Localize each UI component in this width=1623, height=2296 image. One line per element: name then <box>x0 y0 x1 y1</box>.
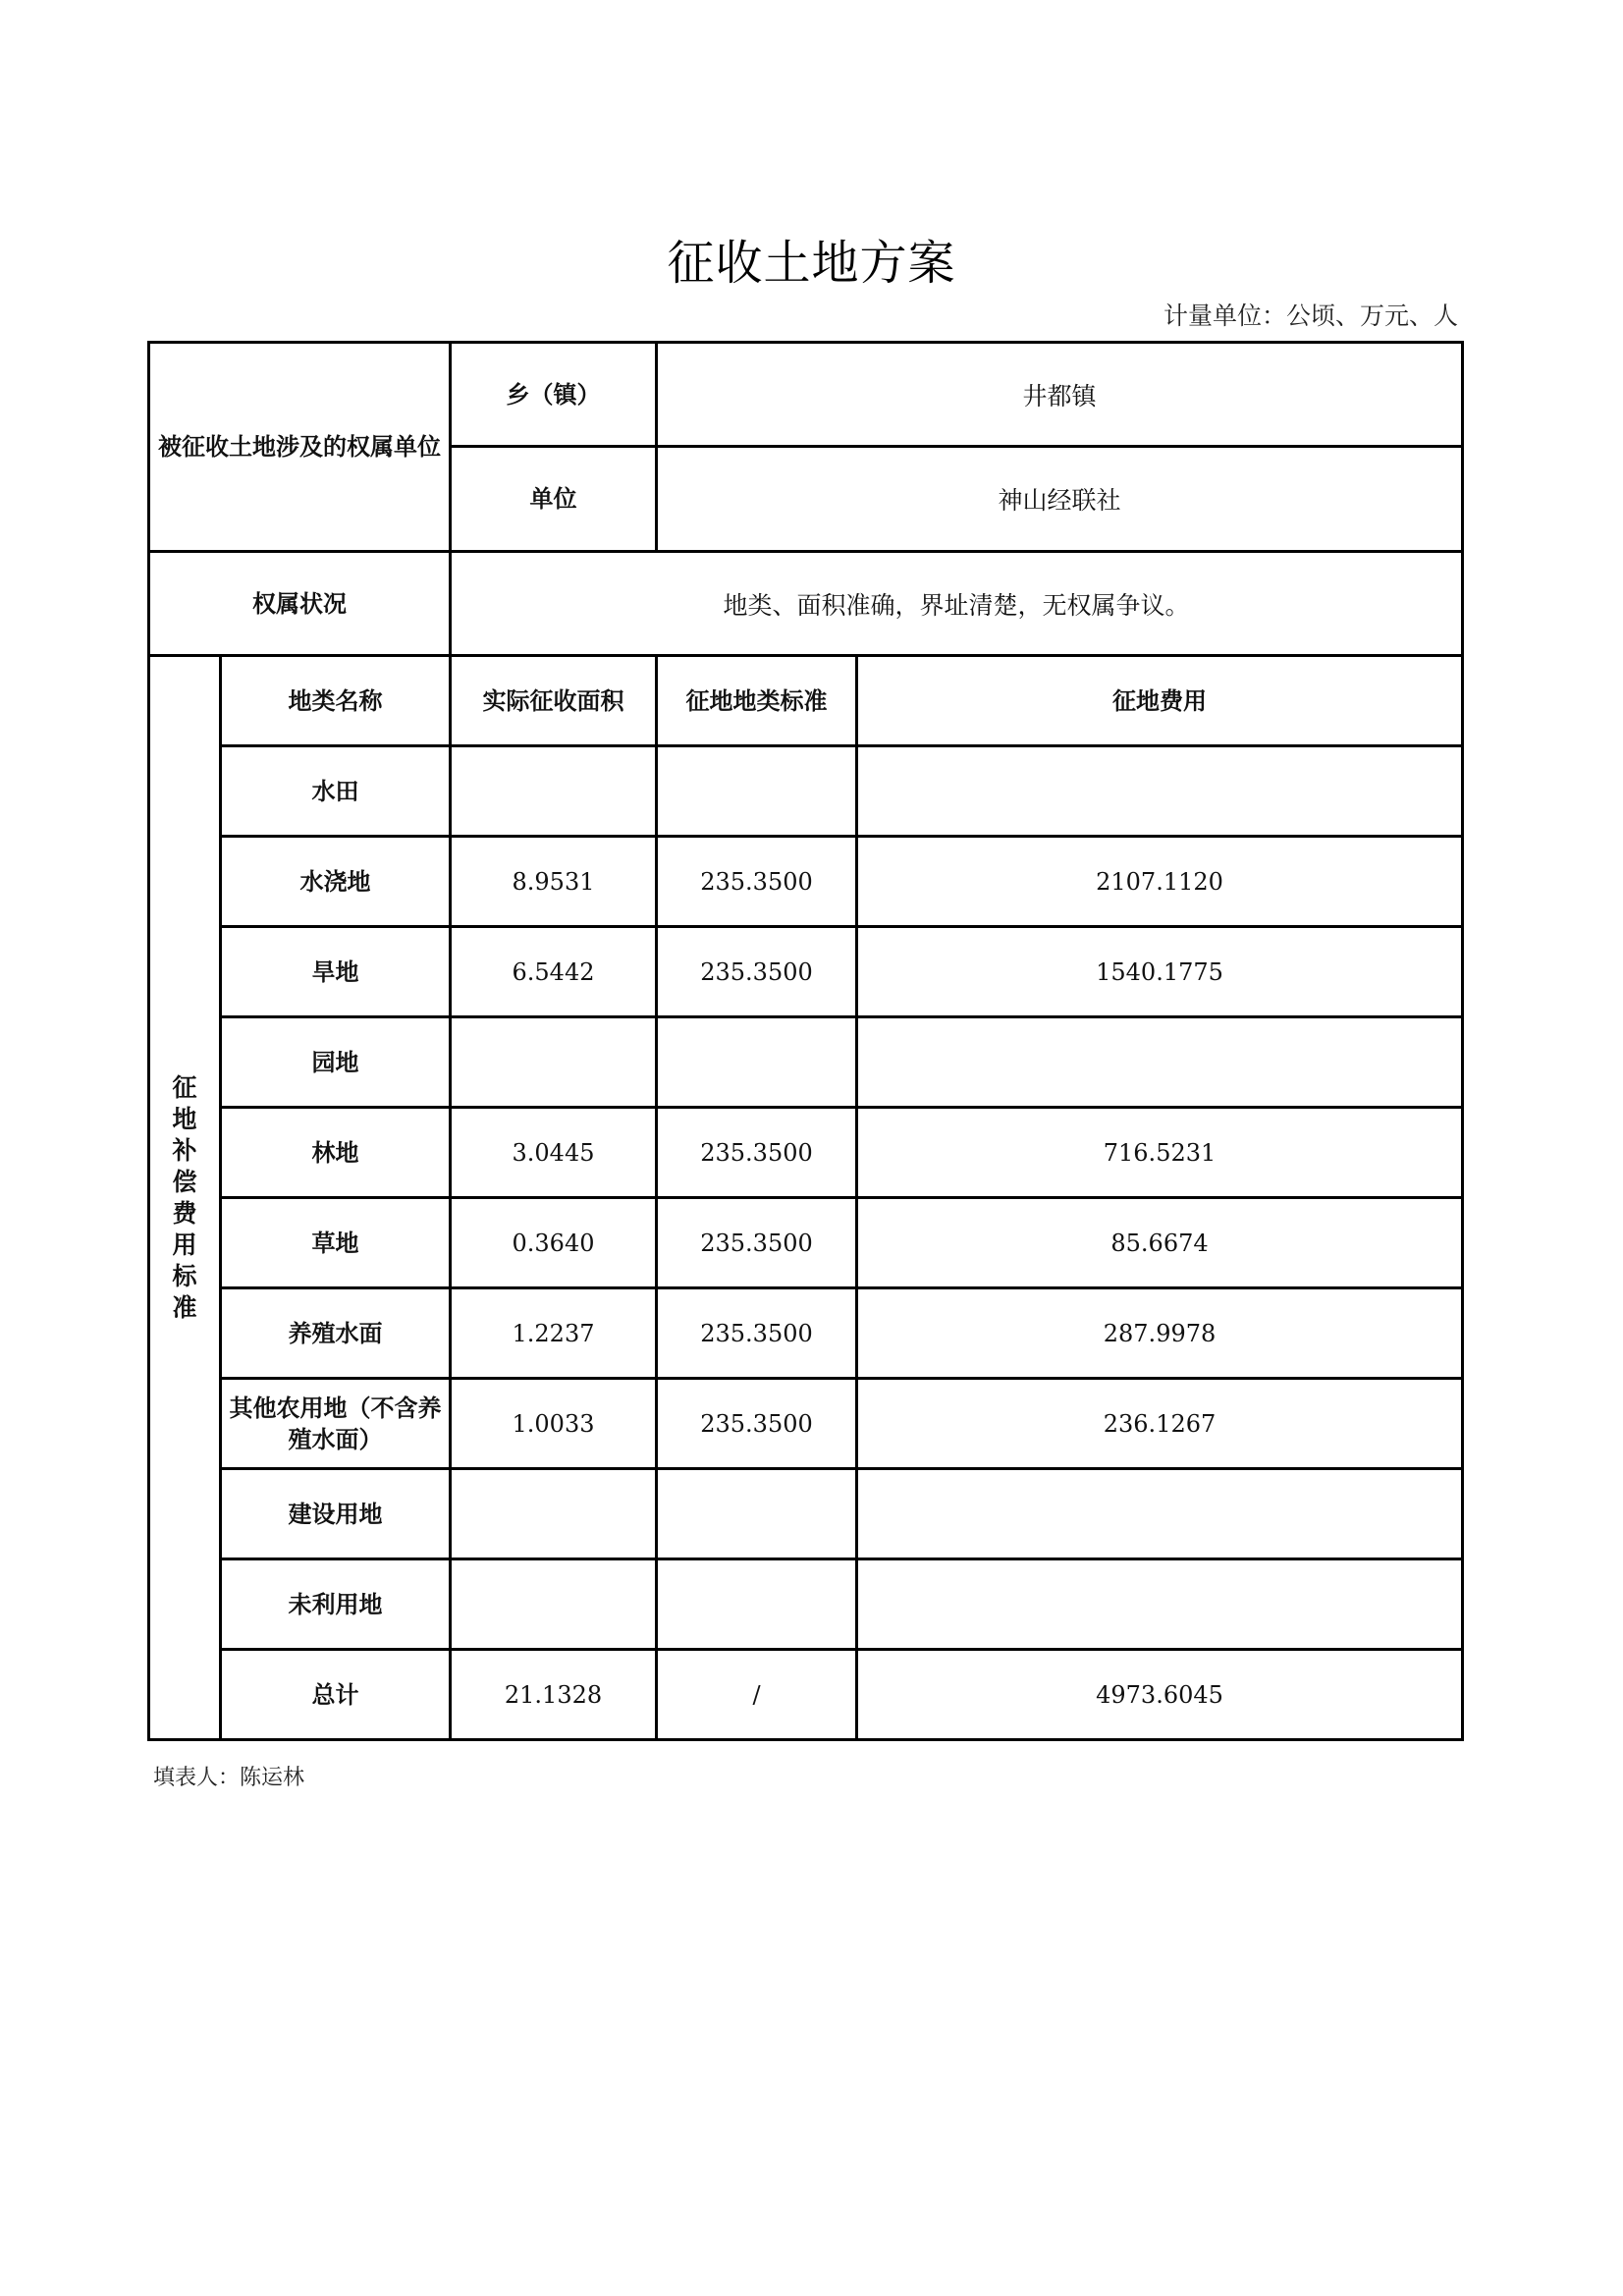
land-type-name: 草地 <box>221 1198 451 1288</box>
column-header-land-type: 地类名称 <box>221 656 451 746</box>
unit-note: 计量单位：公顷、万元、人 <box>1163 301 1458 330</box>
compensation-section-cell <box>149 656 221 1740</box>
land-type-name: 园地 <box>221 1017 451 1108</box>
cost-value <box>857 746 1463 837</box>
land-type-name: 水浇地 <box>221 837 451 927</box>
table-row <box>149 927 1463 1017</box>
land-type-name: 林地 <box>221 1108 451 1198</box>
table-row <box>149 1108 1463 1198</box>
table-row <box>149 1469 1463 1559</box>
cost-value: 716.5231 <box>857 1108 1463 1198</box>
table-row <box>149 1379 1463 1469</box>
cost-value <box>857 1559 1463 1650</box>
standard-value <box>657 1017 857 1108</box>
land-type-name: 水田 <box>221 746 451 837</box>
land-type-name: 未利用地 <box>221 1559 451 1650</box>
preparer-note: 填表人：陈运林 <box>153 1766 305 1790</box>
area-value <box>451 1559 657 1650</box>
area-value: 3.0445 <box>451 1108 657 1198</box>
standard-value: 235.3500 <box>657 1108 857 1198</box>
land-type-name: 旱地 <box>221 927 451 1017</box>
table-row <box>149 1017 1463 1108</box>
total-area-value: 21.1328 <box>451 1650 657 1740</box>
standard-value <box>657 1559 857 1650</box>
area-value <box>451 1017 657 1108</box>
land-type-name: 其他农用地（不含养殖水面） <box>221 1379 451 1469</box>
area-value: 0.3640 <box>451 1198 657 1288</box>
cost-value: 287.9978 <box>857 1288 1463 1379</box>
compensation-section-label: 征地补偿费用标准 <box>172 1072 197 1322</box>
unit-value: 神山经联社 <box>657 447 1463 552</box>
table-row <box>149 1288 1463 1379</box>
table-row <box>149 837 1463 927</box>
standard-value <box>657 1469 857 1559</box>
table-header-row <box>149 656 1463 746</box>
column-header-cost: 征地费用 <box>857 656 1463 746</box>
land-type-name: 养殖水面 <box>221 1288 451 1379</box>
unit-label: 单位 <box>451 447 657 552</box>
cost-value <box>857 1017 1463 1108</box>
standard-value: 235.3500 <box>657 1198 857 1288</box>
standard-value: 235.3500 <box>657 837 857 927</box>
cost-value <box>857 1469 1463 1559</box>
area-value: 1.0033 <box>451 1379 657 1469</box>
standard-value: 235.3500 <box>657 1288 857 1379</box>
table-row-total <box>149 1650 1463 1740</box>
cost-value: 1540.1775 <box>857 927 1463 1017</box>
ownership-label-cell <box>149 343 451 552</box>
area-value: 6.5442 <box>451 927 657 1017</box>
area-value <box>451 1469 657 1559</box>
township-value: 井都镇 <box>657 343 1463 447</box>
table-row <box>149 1559 1463 1650</box>
table-row-township <box>149 343 1463 447</box>
page-title: 征收土地方案 <box>667 236 956 291</box>
cost-value: 85.6674 <box>857 1198 1463 1288</box>
status-label: 权属状况 <box>149 552 451 656</box>
table-row <box>149 746 1463 837</box>
standard-value <box>657 746 857 837</box>
status-value: 地类、面积准确，界址清楚，无权属争议。 <box>451 552 1463 656</box>
column-header-standard: 征地地类标准 <box>657 656 857 746</box>
township-label: 乡（镇） <box>451 343 657 447</box>
standard-value: 235.3500 <box>657 927 857 1017</box>
area-value: 1.2237 <box>451 1288 657 1379</box>
column-header-area: 实际征收面积 <box>451 656 657 746</box>
land-acquisition-table <box>147 341 1464 1741</box>
table-row-status <box>149 552 1463 656</box>
land-type-name: 建设用地 <box>221 1469 451 1559</box>
ownership-label: 被征收土地涉及的权属单位 <box>158 433 441 461</box>
table-row <box>149 1198 1463 1288</box>
total-label: 总计 <box>221 1650 451 1740</box>
cost-value: 2107.1120 <box>857 837 1463 927</box>
total-standard-value: / <box>657 1650 857 1740</box>
total-cost-value: 4973.6045 <box>857 1650 1463 1740</box>
area-value <box>451 746 657 837</box>
standard-value: 235.3500 <box>657 1379 857 1469</box>
cost-value: 236.1267 <box>857 1379 1463 1469</box>
area-value: 8.9531 <box>451 837 657 927</box>
